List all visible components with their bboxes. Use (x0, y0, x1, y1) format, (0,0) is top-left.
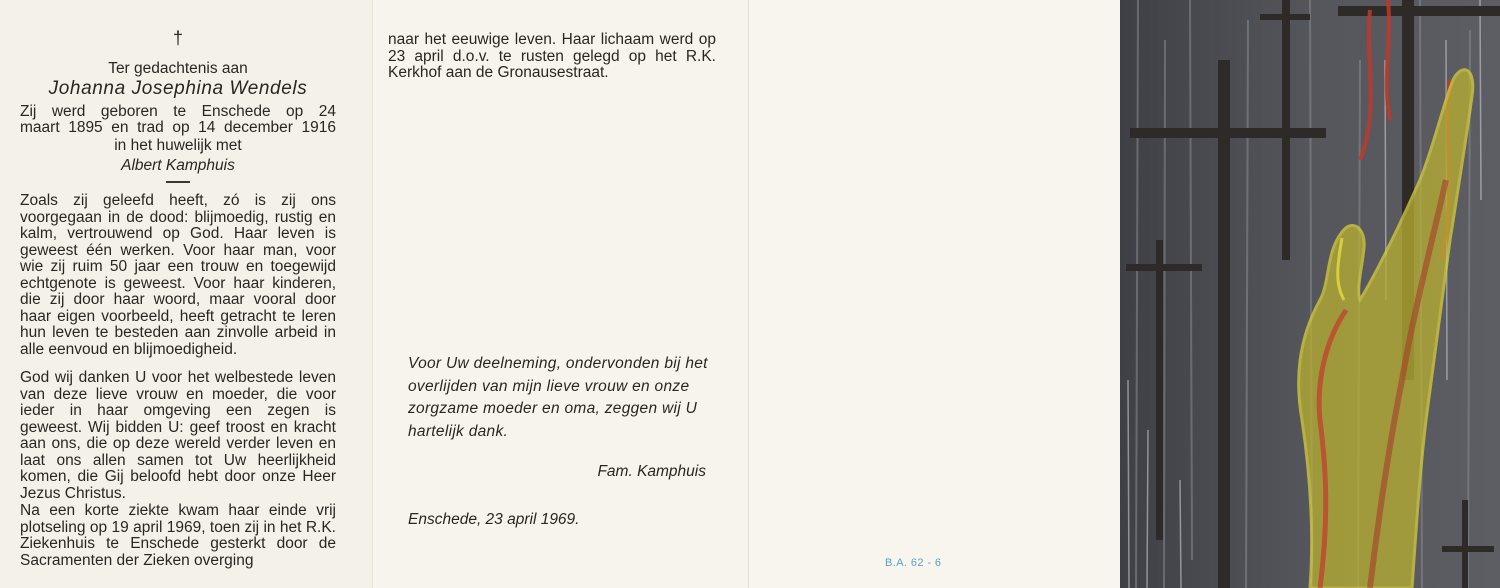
signature: Fam. Kamphuis (597, 463, 706, 480)
birth-line-1: Zij werd geboren te Enschede op 24 (20, 103, 336, 120)
print-code: B.A. 62 - 6 (885, 557, 942, 569)
cross-bottom-vertical (1462, 500, 1468, 588)
cross-small-vertical (1282, 0, 1290, 260)
place-date: Enschede, 23 april 1969. (408, 511, 580, 528)
spouse-name: Albert Kamphuis (121, 157, 235, 174)
paragraph-death: Na een korte ziekte kwam haar einde vrij plotseling op 19 april 1969, toen zij in het R.K. Ziekenhuis te Enschede gesterkt door de Sacramenten der Zieken overging (20, 502, 336, 569)
birth-line-2: maart 1895 en trad op 14 december 1916 (20, 119, 336, 136)
memorial-heading: Ter gedachtenis aan (108, 60, 248, 77)
hand-and-crosses-artwork (1120, 0, 1500, 588)
thanks-text: Voor Uw deelneming, ondervonden bij het overlijden van mijn lieve vrouw en onze zorgzame moeder en oma, zeggen wij U hartelijk dank. (408, 355, 708, 440)
left-page (0, 0, 372, 588)
paragraph-life: Zoals zij geleefd heeft, zó is zij ons voorgegaan in de dood: blijmoedig, rustig en kalm, vertrouwend op God. Haar leven is geweest één werken. Voor haar man, voor wie zij ruim 50 jaar een trouw en toegewijd echtgenote is geweest. Voor haar kinderen, die zij door haar woord, maar vooral door haar eigen voorbeeld, heeft getracht te leren hun leven te besteden aan zinvolle arbeid in alle eenvoud en blijmoedigheid. (20, 192, 336, 358)
blank-page (748, 0, 1120, 588)
divider (166, 181, 190, 183)
deceased-name: Johanna Josephina Wendels (48, 78, 308, 99)
artwork-panel (1120, 0, 1500, 588)
cross-right-horizontal (1338, 6, 1500, 16)
birth-line-3: in het huwelijk met (114, 137, 242, 154)
cross-bottom-horizontal (1442, 546, 1494, 552)
cross-left-vertical (1156, 240, 1163, 540)
cross-small-horizontal (1260, 14, 1310, 20)
cross-center-vertical (1218, 60, 1230, 588)
cross-center-horizontal (1130, 128, 1326, 138)
paragraph-burial: naar het eeuwige leven. Haar lichaam werd op 23 april d.o.v. te rusten gelegd op het R.K. Kerkhof aan de Gronausestraat. (388, 31, 716, 81)
middle-page (372, 0, 748, 588)
paragraph-prayer: God wij danken U voor het welbestede leven van deze lieve vrouw en moeder, die voor ieder in haar omgeving een zegen is geweest. Wij bidden U: geef troost en kracht aan ons, die op deze wereld verder leven en laat ons allen samen tot Uw heerlijkheid komen, die Gij beloofd hebt door onze Heer Jezus Christus. (20, 369, 336, 502)
cross-left-horizontal (1126, 264, 1202, 271)
cross-icon: † (172, 28, 183, 48)
